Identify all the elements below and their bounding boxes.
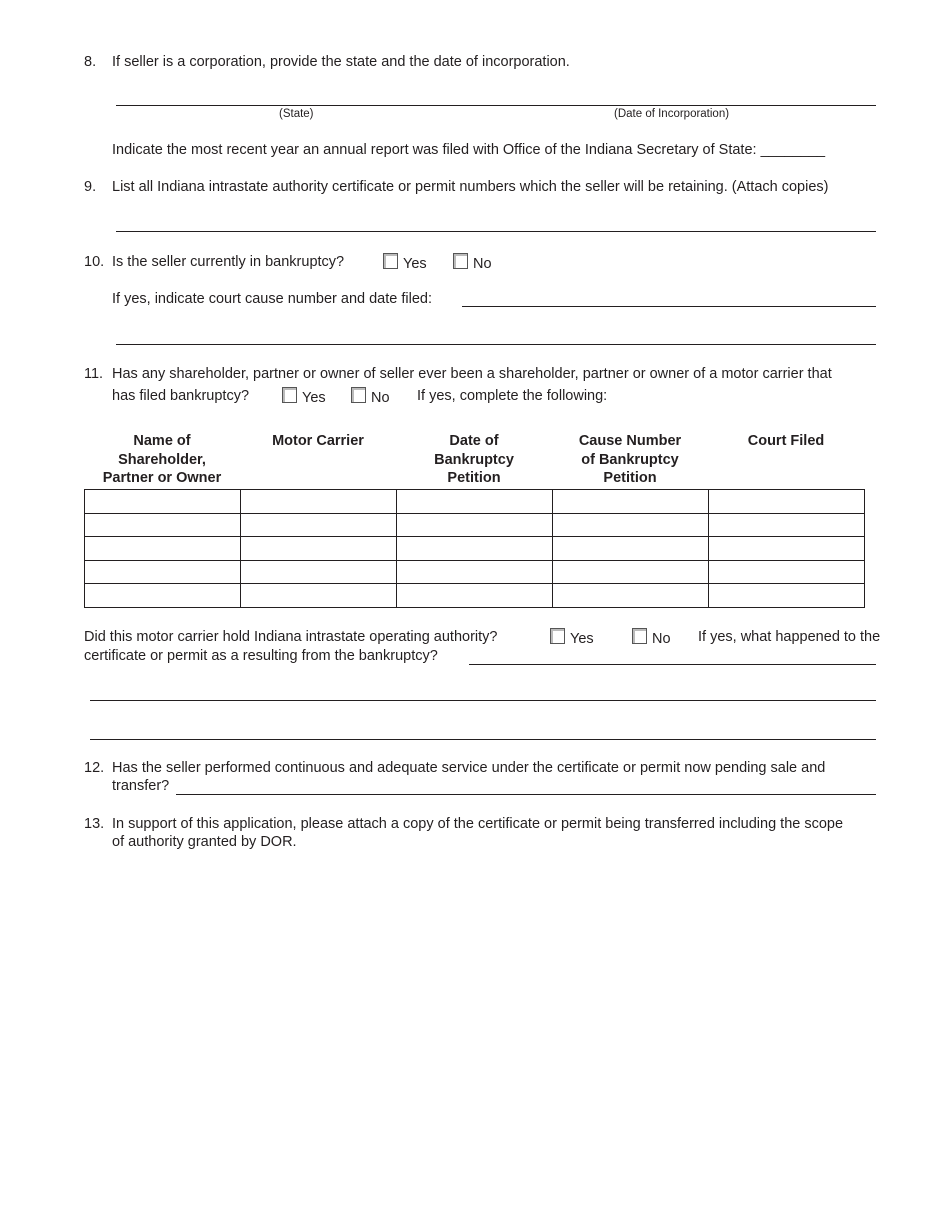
q12-line1: Has the seller performed continuous and adequate service under the certificate or permit now pending sale and: [112, 760, 826, 776]
state-label: (State): [279, 108, 314, 120]
table-row: [85, 584, 865, 608]
q11-line2: has filed bankruptcy?: [112, 388, 250, 404]
checkbox-icon[interactable]: [550, 628, 565, 644]
table-cell[interactable]: [709, 584, 865, 608]
q10-cause-number-line[interactable]: [462, 306, 876, 307]
table-cell[interactable]: [553, 513, 709, 537]
q11-yes-label: Yes: [302, 390, 326, 406]
header-line: Bankruptcy: [434, 451, 514, 468]
table-cell[interactable]: [709, 490, 865, 514]
table-cell[interactable]: [85, 537, 241, 561]
carrier-answer-line[interactable]: [469, 664, 876, 665]
table-cell[interactable]: [85, 513, 241, 537]
q11-followup-text: If yes, complete the following:: [417, 388, 608, 404]
table-cell[interactable]: [553, 490, 709, 514]
header-date-of-bankruptcy-petition: [396, 432, 552, 488]
table-cell[interactable]: [553, 584, 709, 608]
table-row: [85, 560, 865, 584]
q12-line2: transfer?: [112, 778, 170, 794]
table-row: [85, 513, 865, 537]
header-line: Petition: [447, 470, 501, 486]
q12-number: 12.: [84, 760, 105, 776]
table-cell[interactable]: [553, 537, 709, 561]
q10-followup-text: If yes, indicate court cause number and date filed:: [112, 291, 432, 307]
q10-text: Is the seller currently in bankruptcy?: [112, 254, 345, 270]
table-cell[interactable]: [553, 560, 709, 584]
table-cell[interactable]: [397, 513, 553, 537]
q8-number: 8.: [84, 54, 97, 70]
checkbox-icon[interactable]: [282, 387, 297, 403]
q10-yes-option[interactable]: [383, 253, 427, 273]
carrier-line2: certificate or permit as a resulting from the bankruptcy?: [84, 648, 438, 664]
q13-line2: of authority granted by DOR.: [112, 834, 297, 850]
table-cell[interactable]: [85, 490, 241, 514]
carrier-yes-option[interactable]: [550, 628, 594, 648]
carrier-yes-label: Yes: [570, 631, 594, 647]
q12-answer-line[interactable]: [176, 794, 876, 795]
bankruptcy-table: [84, 489, 865, 608]
carrier-question: Did this motor carrier hold Indiana intrastate operating authority?: [84, 629, 498, 645]
header-line: Name of: [133, 433, 191, 449]
q9-text: List all Indiana intrastate authority certificate or permit numbers which the seller will be retaining. (Attach copies): [112, 179, 829, 195]
q10-number: 10.: [84, 254, 105, 270]
table-cell[interactable]: [397, 537, 553, 561]
carrier-extra-line-2[interactable]: [90, 739, 876, 740]
q11-yes-option[interactable]: [282, 387, 326, 407]
q10-yes-label: Yes: [403, 256, 427, 272]
table-cell[interactable]: [397, 490, 553, 514]
checkbox-icon[interactable]: [453, 253, 468, 269]
table-cell[interactable]: [241, 490, 397, 514]
header-line: Partner or Owner: [102, 470, 222, 486]
checkbox-icon[interactable]: [632, 628, 647, 644]
header-line: Date of: [449, 433, 499, 449]
header-line: of Bankruptcy: [581, 451, 679, 468]
q8-state-date-line[interactable]: [116, 105, 876, 106]
table-cell[interactable]: [241, 560, 397, 584]
header-line: Court Filed: [747, 433, 825, 449]
table-cell[interactable]: [709, 560, 865, 584]
header-line: Shareholder,: [118, 451, 206, 468]
header-court-filed: [708, 432, 864, 451]
q10-no-option[interactable]: [453, 253, 492, 273]
q13-line1: In support of this application, please attach a copy of the certificate or permit being transferred including the scope: [112, 816, 844, 832]
checkbox-icon[interactable]: [351, 387, 366, 403]
table-cell[interactable]: [241, 584, 397, 608]
q8-text: If seller is a corporation, provide the state and the date of incorporation.: [112, 54, 570, 70]
q10-no-label: No: [473, 256, 492, 272]
table-cell[interactable]: [397, 560, 553, 584]
q13-number: 13.: [84, 816, 105, 832]
table-cell[interactable]: [709, 537, 865, 561]
table-cell[interactable]: [709, 513, 865, 537]
header-line: Petition: [603, 470, 657, 486]
carrier-no-option[interactable]: [632, 628, 671, 648]
header-line: Motor Carrier: [272, 433, 364, 449]
carrier-no-label: No: [652, 631, 671, 647]
q11-number: 11.: [84, 366, 104, 382]
table-cell[interactable]: [397, 584, 553, 608]
header-line: Cause Number: [578, 433, 682, 449]
table-cell[interactable]: [241, 537, 397, 561]
q11-no-label: No: [371, 390, 390, 406]
date-of-incorporation-label: (Date of Incorporation): [614, 108, 730, 120]
q11-no-option[interactable]: [351, 387, 390, 407]
annual-report-text: Indicate the most recent year an annual report was filed with Office of the Indiana Secretary of State: ________: [112, 142, 826, 158]
q9-answer-line[interactable]: [116, 231, 876, 232]
header-motor-carrier: [240, 432, 396, 451]
header-cause-number: [552, 432, 708, 488]
header-name-of-shareholder: [84, 432, 240, 488]
table-row: [85, 490, 865, 514]
checkbox-icon[interactable]: [383, 253, 398, 269]
carrier-extra-line-1[interactable]: [90, 700, 876, 701]
q11-line1: Has any shareholder, partner or owner of seller ever been a shareholder, partner or owner of a motor carrier that: [112, 366, 832, 382]
table-row: [85, 537, 865, 561]
q10-extra-line[interactable]: [116, 344, 876, 345]
table-cell[interactable]: [85, 560, 241, 584]
table-cell[interactable]: [85, 584, 241, 608]
q9-number: 9.: [84, 179, 97, 195]
table-cell[interactable]: [241, 513, 397, 537]
carrier-followup-text: If yes, what happened to the: [698, 629, 881, 645]
